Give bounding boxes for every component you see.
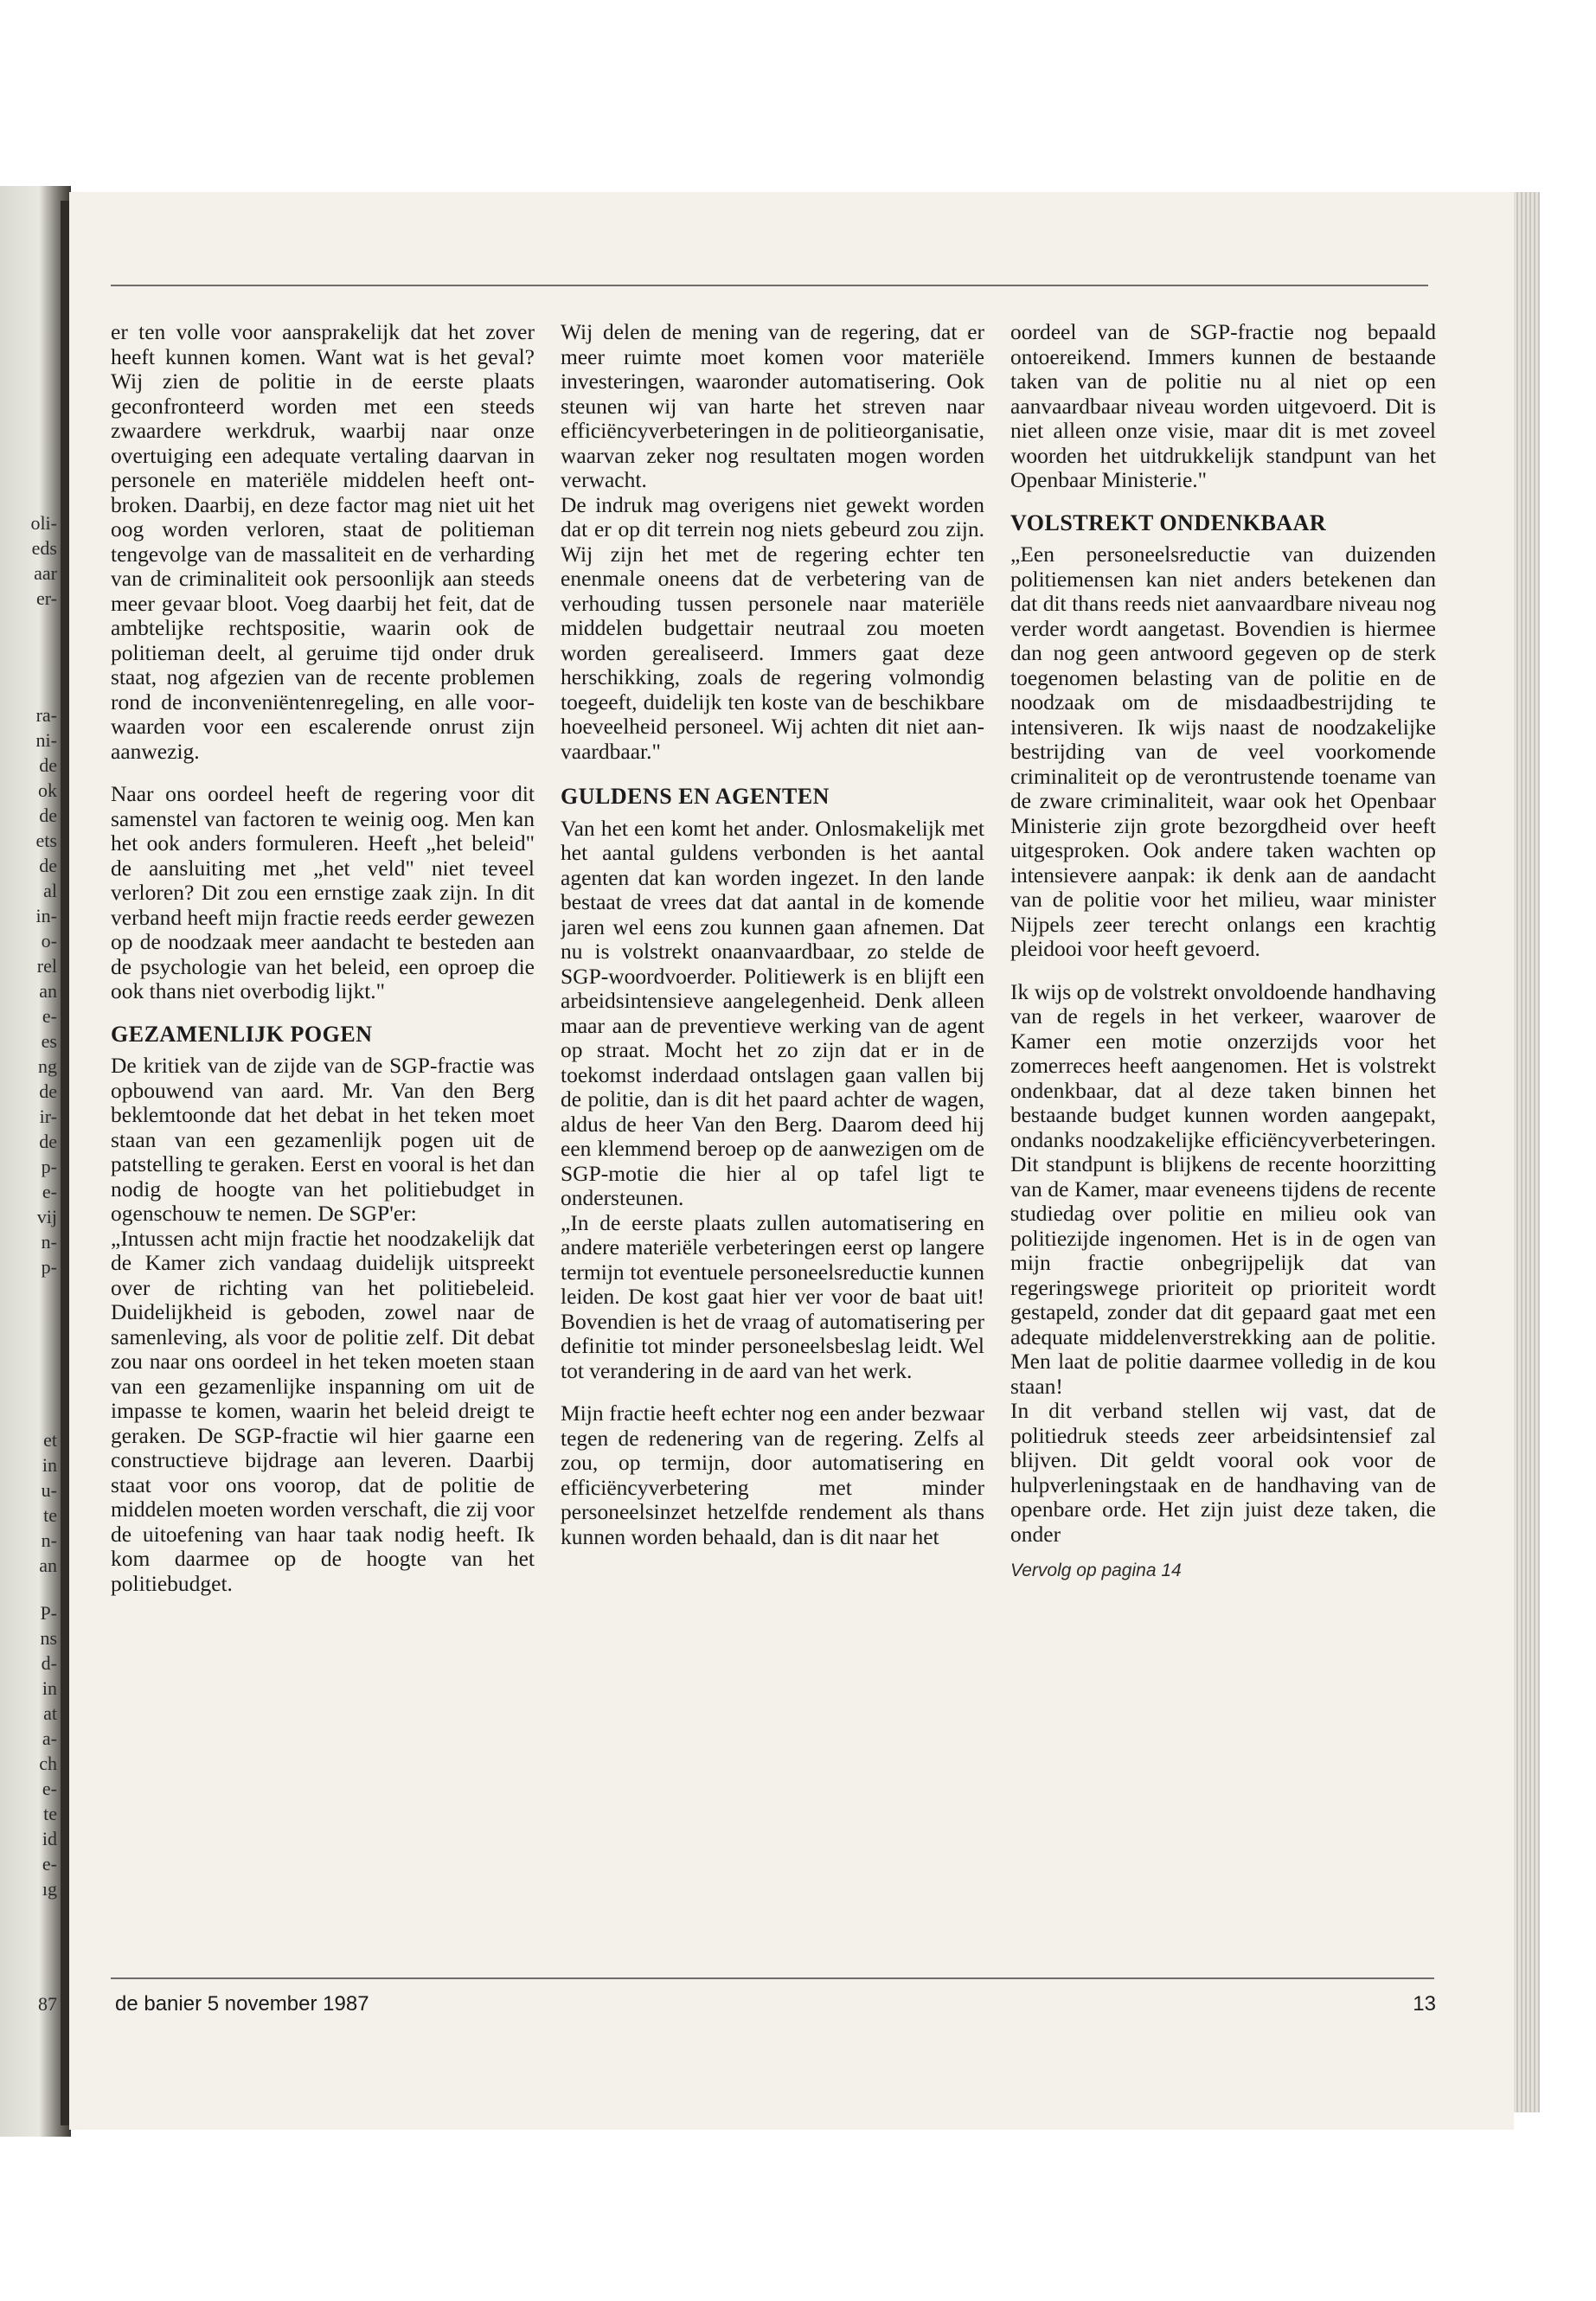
fragment-line: ra- <box>35 704 57 726</box>
fragment-line: oli- <box>30 512 57 534</box>
section-heading: VOLSTREKT ONDENKBAAR <box>1010 510 1327 535</box>
section-heading: GULDENS EN AGENTEN <box>561 784 830 809</box>
facing-page-fragments-2 <box>0 702 57 1279</box>
fragment-line: eds <box>31 537 57 559</box>
paragraph: De indruk mag overigens niet gewekt worden dat er op dit terrein nog niets gebeurd zou zijn. Wij zijn het met de regering echter ten enenmale oneens dat de verbetering van de verhouding tussen personele naar materiële middelen budgettair neutraal zou moeten worden gerealiseerd. Immers gaat deze herschikking, zoals de regering volmondig toegeeft, duidelijk ten koste van de beschikbare hoeveelheid personeel. Wij achten dit niet aanvaardbaar." <box>561 491 984 764</box>
article-column-2 <box>561 320 984 1964</box>
fragment-line: id <box>42 1828 57 1849</box>
fragment-line: in <box>42 1677 57 1699</box>
fragment-line: in <box>42 1454 57 1476</box>
facing-page-fragments-3 <box>0 1427 57 1901</box>
fragment-line: de <box>39 855 57 876</box>
fragment-line: ni- <box>35 729 57 751</box>
fragment-line: e- <box>42 1181 57 1202</box>
fragment-line: de <box>39 804 57 826</box>
fragment-line: ir- <box>39 1106 57 1127</box>
fragment-line: a- <box>42 1727 57 1749</box>
page-number: 13 <box>1413 1992 1436 2016</box>
fragment-line: n- <box>41 1231 57 1253</box>
continued-on-note: Vervolg op pagina 14 <box>1010 1561 1182 1580</box>
fragment-line: er- <box>36 587 57 609</box>
fragment-line: de <box>39 1131 57 1152</box>
fragment-line: d- <box>41 1652 57 1674</box>
fragment-line: p- <box>41 1156 57 1177</box>
page-stack-edge <box>1514 192 1540 2112</box>
fragment-line: an <box>39 1554 57 1576</box>
paragraph: Van het een komt het ander. Onlosmakelijk met het aantal guldens verbonden is het aantal agenten dat kan worden ingezet. In den lande bestaat de vrees dat dat aantal in de komende jaren wel eens zou kunnen gaan afnemen. Dat nu is volstrekt onaanvaardbaar, zo stelde de SGP-woordvoerder. Politiewerk is en blijft een arbeidsintensieve aangelegenheid. Denk alleen maar aan de preventieve werking van de agent op straat. Mocht het zo zijn dat er in de toekomst inderdaad ontslagen gaan vallen bij de politie, dan is dit het paard achter de wagen, aldus de heer Van den Berg. Daarom deed hij een klemmend beroep op de aanwezigen om de SGP-motie die hier al op tafel ligt te ondersteunen. <box>561 815 984 1210</box>
paragraph: „In de eerste plaats zullen automatisering en andere materiële verbeteringen eerst op langere termijn tot eventuele personeelsreductie kunnen leiden. De kost gaat hier ver voor de baat uit! Bovendien is het de vraag of automatisering per definitie tot minder personeelsbeslag leidt. Wel tot verandering in de aard van het werk. <box>561 1209 984 1383</box>
fragment-line: ok <box>38 779 57 801</box>
fragment-line: de <box>39 1080 57 1102</box>
paragraph: „Intussen acht mijn fractie het noodzakelijk dat de Kamer zich vandaag duidelijk uitspreekt over de richting van het politiebeleid. Duidelijkheid is geboden, zowel naar de samenleving, als voor de politie zelf. Dit debat zou naar ons oordeel in het teken moeten staan van een gezamenlijke inspanning om uit de impasse te komen, waarin het beleid dreigt te geraken. De SGP-fractie wil hier gaarne een constructieve bijdrage aan leveren. Daarbij staat voor ons voorop, dat de politie de middelen moeten worden verschaft, die zij voor de uitoefening van haar taak nodig heeft. Ik kom daarmee op de hoogte van het politiebudget. <box>111 1225 535 1596</box>
fragment-line: te <box>43 1803 57 1824</box>
fragment-line: p- <box>41 1256 57 1278</box>
paragraph: Naar ons oordeel heeft de regering voor dit samenstel van factoren te weinig oog. Men kan het ook anders formuleren. Heeft „het beleid" de aansluiting met „het veld" niet teveel verloren? Dit zou een ernstige zaak zijn. In dit verband heeft mijn fractie reeds eerder gewezen op de noodzaak meer aandacht te besteden aan de psychologie van het beleid, een oproep die ook thans niet overbodig lijkt." <box>111 781 535 1003</box>
paragraph: Ik wijs op de volstrekt onvoldoende handhaving van de regels in het verkeer, waarover de Kamer een motie onzerzijds voor het zomerreces heeft aangenomen. Het is volstrekt ondenkbaar, dat al deze taken binnen het bestaande budget kunnen worden aangepakt, ondanks noodzakelijke efficiëncyverbeteringen. Dit standpunt is blijkens de recente hoorzitting van de Kamer, maar eveneens tijdens de recente studiedag over politie en milieu ook van politiezijde ingenomen. Het is in de ogen van mijn fractie onbegrijpelijk dat van regeringswege prioriteit op prioriteit wordt gestapeld, zonder dat dit gepaard gaat met een adequate middelenverstrekking aan de politie. Men laat de politie daarmee volledig in de kou staan! <box>1010 978 1436 1399</box>
paragraph: Wij delen de mening van de regering, dat er meer ruimte moet komen voor materiële investeringen, waaronder automatisering. Ook steunen wij van harte het streven naar efficiëncyverbeteringen in de politieorganisatie, waarvan zeker nog resultaten mogen worden verwacht. <box>561 320 984 492</box>
facing-page-fragments-1 <box>0 510 57 611</box>
fragment-line: ns <box>40 1627 57 1649</box>
publication-footer: de banier 5 november 1987 <box>115 1992 369 2016</box>
fragment-line: o- <box>41 930 57 952</box>
facing-page-number-fragment <box>0 1991 57 2016</box>
fragment-line: de <box>39 754 57 776</box>
fragment-line: in- <box>35 905 57 926</box>
fragment-line: e- <box>42 1778 57 1799</box>
fragment-line: at <box>43 1702 57 1724</box>
fragment-line: ng <box>38 1055 57 1077</box>
article-column-3 <box>1010 320 1436 1964</box>
paragraph: oordeel van de SGP-fractie nog bepaald ontoereikend. Immers kunnen de bestaande taken van de politie nu al niet op een aanvaardbaar niveau worden uitgevoerd. Dit is niet alleen onze visie, maar dit is met zoveel woorden het uitdrukkelijk standpunt van het Openbaar Ministerie." <box>1010 320 1436 492</box>
fragment-line: e- <box>42 1853 57 1875</box>
fragment-line: al <box>43 880 57 901</box>
fragment-line: 87 <box>38 1993 57 2015</box>
fragment-line: an <box>39 980 57 1002</box>
fragment-line: ets <box>35 830 57 851</box>
article-column-1 <box>111 320 535 1964</box>
fragment-line: n- <box>41 1529 57 1551</box>
paragraph: De kritiek van de zijde van de SGP-fractie was opbouwend van aard. Mr. Van den Berg beklemtoonde dat het debat in het teken moet staan van een gezamenlijk pogen uit de patstelling te geraken. Eerst en vooral is het dan nodig de hoogte van het politiebudget in ogenschouw te nemen. De SGP'er: <box>111 1053 535 1226</box>
fragment-line: e- <box>42 1005 57 1027</box>
paragraph: „Een personeelsreductie van duizenden politiemensen kan niet anders betekenen dan dat dit thans reeds niet aanvaardbare niveau nog verder wordt aangetast. Bovendien is hiermee dan nog geen antwoord gegeven op de sterk toegenomen belasting van de politie en de noodzaak om de misdaadbestrijding te intensiveren. Ik wijs naast de noodzakelijke bestrijding van de veel voorkomende criminaliteit op de verontrustende toename van de zware criminaliteit, waar ook het Openbaar Ministerie zijn grote bezorgdheid over heeft uitgesproken. Ook andere taken wachten op intensievere aanpak: ik denk aan de aandacht van de politie voor het milieu, waar minister Nijpels zeer terecht onlangs een krachtig pleidooi voor heeft gevoerd. <box>1010 542 1436 961</box>
fragment-line: ch <box>39 1753 57 1774</box>
fragment-line: te <box>43 1504 57 1526</box>
fragment-line: P- <box>40 1602 57 1624</box>
section-heading: GEZAMENLIJK POGEN <box>111 1021 373 1047</box>
paragraph: Mijn fractie heeft echter nog een ander bezwaar tegen de redenering van de regering. Zelfs al zou, op termijn, door automatisering en efficiëncyverbetering met minder personeelsinzet hetzelfde rendement als thans kunnen worden behaald, dan is dit naar het <box>561 1400 984 1549</box>
fragment-line: u- <box>41 1479 57 1501</box>
fragment-line: aar <box>34 562 57 584</box>
fragment-line: vij <box>36 1206 57 1227</box>
fragment-line: ıg <box>42 1878 57 1900</box>
top-rule <box>111 285 1428 286</box>
fragment-line: et <box>43 1429 57 1451</box>
fragment-line: es <box>41 1030 57 1052</box>
paragraph: In dit verband stellen wij vast, dat de politiedruk steeds zeer arbeidsintensief zal blijven. Dit geldt vooral ook voor de hulpverleningstaak en de handhaving van de openbare orde. Het zijn juist deze taken, die onder <box>1010 1398 1436 1547</box>
bottom-rule <box>111 1977 1434 1979</box>
paragraph: er ten volle voor aansprakelijk dat het zover heeft kunnen komen. Want wat is het geval? Wij zien de politie in de eerste plaats geconfronteerd worden met een steeds zwaardere werkdruk, waarbij naar onze overtuiging een adequate vertaling daarvan in personele en materiële middelen heeft ontbroken. Daarbij, en deze factor mag niet uit het oog worden verloren, staat de politieman tengevolge van de massaliteit en de verharding van de criminaliteit ook persoonlijk aan steeds meer gevaar bloot. Voeg daarbij het feit, dat de ambtelijke rechtspositie, waarin ook de politieman deelt, al geruime tijd onder druk staat, nog afgezien van de recente problemen rond de inconveniëntenregeling, en alle voorwaarden voor een escalerende onrust zijn aanwezig. <box>111 320 535 764</box>
fragment-line: rel <box>36 955 57 977</box>
